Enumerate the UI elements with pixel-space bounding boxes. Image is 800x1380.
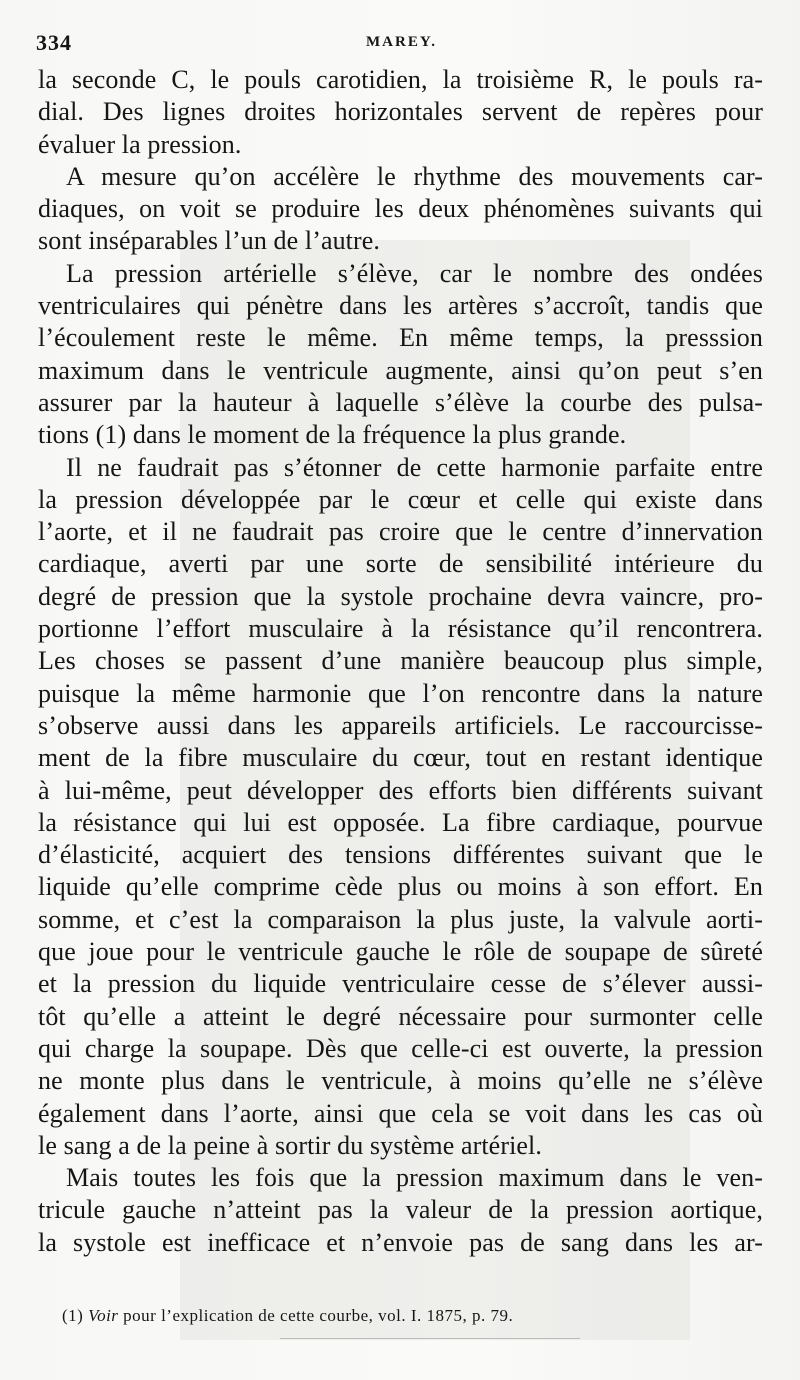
footnote-text: pour l’explication de cette courbe, vol. I. 1875, p. 79. [123,1306,514,1325]
running-head-title: MAREY. [366,34,438,50]
text-line: ne monte plus dans le ventricule, à moins qu’elle ne s’élève [38,1066,763,1096]
text-line: A mesure qu’on accélère le rhythme des mouvements car- [66,161,763,191]
bottom-rule [280,1338,580,1339]
text-line: tricule gauche n’atteint pas la valeur de la pression aortique, [38,1195,763,1225]
text-line: tions (1) dans le moment de la fréquence la plus grande. [38,420,627,450]
text-line: et la pression du liquide ventriculaire cesse de s’élever aussi- [38,969,763,999]
footnote [62,1306,513,1326]
text-line: évaluer la pression. [38,129,242,159]
page-number: 334 [36,30,72,55]
text-line: la seconde C, le pouls carotidien, la troisième R, le pouls ra- [38,65,763,94]
text-line: degré de pression que la systole prochaine devra vaincre, pro- [38,581,763,611]
text-line: l’écoulement reste le même. En même temps, la presssion [38,323,763,353]
text-line: maximum dans le ventricule augmente, ainsi qu’on peut s’en [38,355,763,385]
text-line: cardiaque, averti par une sorte de sensibilité intérieure du [38,549,763,579]
footnote-marker: (1) [62,1306,84,1325]
text-line: ment de la fibre musculaire du cœur, tout en restant identique [38,743,763,773]
text-line: le sang a de la peine à sortir du système artériel. [38,1130,542,1160]
text-line: puisque la même harmonie que l’on rencontre dans la nature [38,678,763,708]
text-line: assurer par la hauteur à laquelle s’élève la courbe des pulsa- [38,387,763,417]
text-line: tôt qu’elle a atteint le degré nécessaire pour surmonter celle [38,1001,763,1031]
text-line: à lui-même, peut développer des efforts bien différents suivant [38,775,763,805]
text-line: l’aorte, et il ne faudrait pas croire que le centre d’innervation [38,517,763,547]
text-line: La pression artérielle s’élève, car le nombre des ondées [66,258,763,288]
running-header [36,28,766,56]
text-line: la systole est inefficace et n’envoie pas de sang dans les ar- [38,1227,763,1257]
text-line: la résistance qui lui est opposée. La fibre cardiaque, pourvue [38,807,763,837]
text-line: ventriculaires qui pénètre dans les artères s’accroît, tandis que [38,291,763,321]
text-line: également dans l’aorte, ainsi que cela se voit dans les cas où [38,1098,763,1128]
body-text [38,64,763,1259]
text-line: diaques, on voit se produire les deux phénomènes suivants qui [38,194,763,224]
text-line: qui charge la soupape. Dès que celle-ci est ouverte, la pression [38,1033,763,1063]
footnote-italic-word: Voir [88,1306,119,1325]
text-line: Les choses se passent d’une manière beaucoup plus simple, [38,646,763,676]
text-line: sont inséparables l’un de l’autre. [38,226,381,256]
text-line: liquide qu’elle comprime cède plus ou moins à son effort. En [38,872,763,902]
text-line: Mais toutes les fois que la pression maximum dans le ven- [66,1163,763,1193]
text-line: d’élasticité, acquiert des tensions différentes suivant que le [38,840,763,870]
text-line: Il ne faudrait pas s’étonner de cette harmonie parfaite entre [66,452,763,482]
text-line: s’observe aussi dans les appareils artificiels. Le raccourcisse- [38,710,763,740]
text-line: que joue pour le ventricule gauche le rôle de soupape de sûreté [38,937,763,967]
text-line: dial. Des lignes droites horizontales servent de repères pour [38,97,763,127]
text-line: la pression développée par le cœur et celle qui existe dans [38,484,763,514]
text-line: somme, et c’est la comparaison la plus juste, la valvule aorti- [38,904,763,934]
text-line: portionne l’effort musculaire à la résistance qu’il rencontrera. [38,614,763,644]
